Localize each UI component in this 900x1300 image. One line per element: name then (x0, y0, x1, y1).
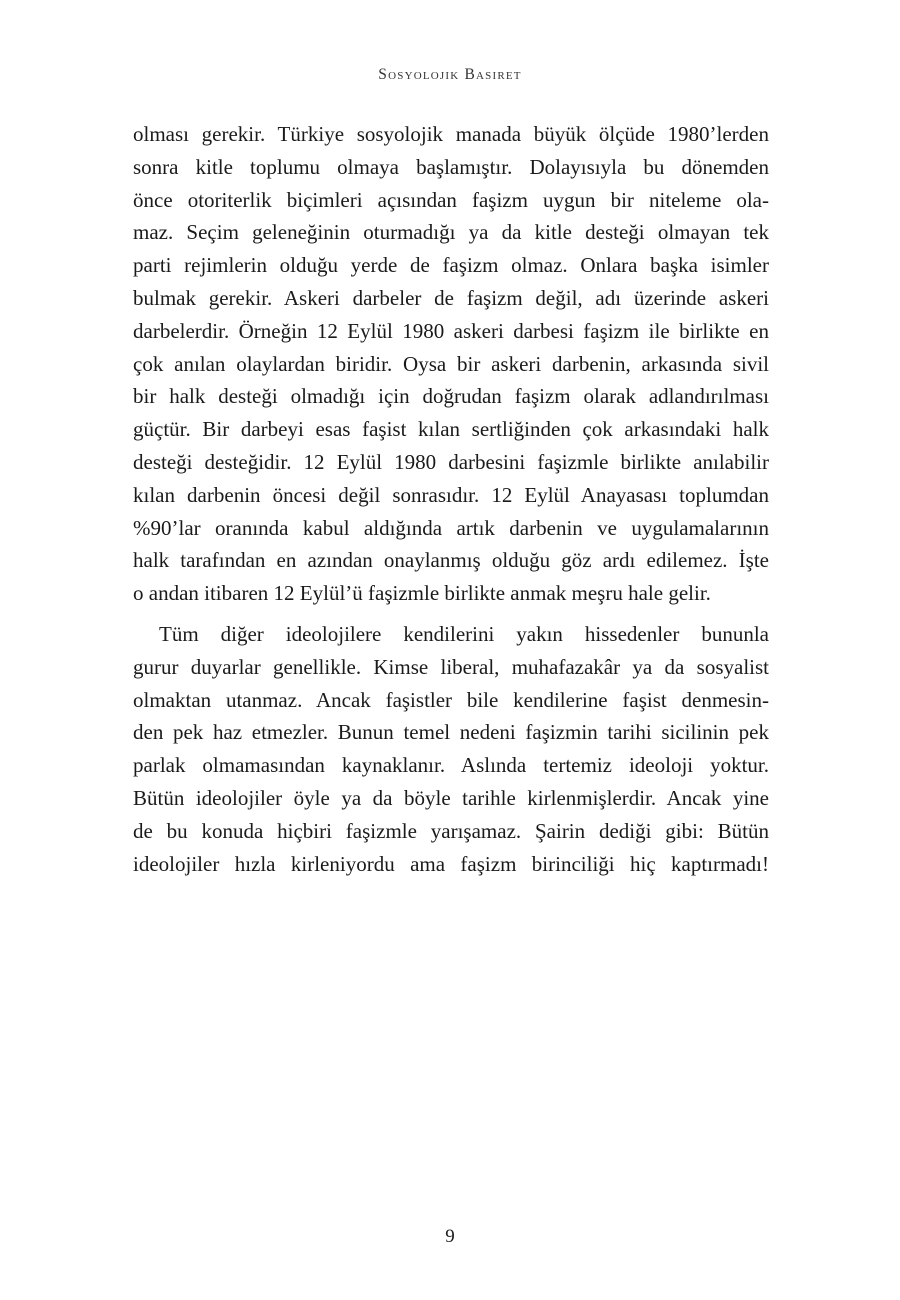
text-line: parti rejimlerin olduğu yerde de faşizm olmaz. Onlara başka isimler (133, 253, 769, 278)
text-line: %90’lar oranında kabul aldığında artık darbenin ve uygulamalarının (133, 515, 769, 540)
text-line: önce otoriterlik biçimleri açısından faşizm uygun bir niteleme ola- (133, 187, 769, 212)
text-line: den pek haz etmezler. Bunun temel nedeni faşizmin tarihi sicilinin pek (133, 720, 769, 745)
text-line: sonra kitle toplumu olmaya başlamıştır. Dolayısıyla bu dönemden (133, 154, 769, 179)
page-number: 9 (445, 1226, 455, 1247)
text-line: Tüm diğer ideolojilere kendilerini yakın hissedenler bununla (159, 621, 769, 646)
text-line: gurur duyarlar genellikle. Kimse liberal, muhafazakâr ya da sosyalist (133, 654, 769, 679)
text-line: çok anılan olaylardan biridir. Oysa bir askeri darbenin, arkasında sivil (133, 351, 769, 376)
text-line: Bütün ideolojiler öyle ya da böyle tarihle kirlenmişlerdir. Ancak yine (133, 785, 769, 810)
text-line: maz. Seçim geleneğinin oturmadığı ya da kitle desteği olmayan tek (133, 220, 769, 245)
text-line: olması gerekir. Türkiye sosyolojik manada büyük ölçüde 1980’lerden (133, 122, 769, 146)
text-line: halk tarafından en azından onaylanmış olduğu göz ardı edilemez. İşte (133, 548, 769, 573)
paragraph-1 (133, 118, 769, 610)
text-line: ideolojiler hızla kirleniyordu ama faşizm birinciliği hiç kaptırmadı! (133, 851, 769, 876)
text-line: parlak olmamasından kaynaklanır. Aslında tertemiz ideoloji yoktur. (133, 753, 769, 778)
paragraph-2 (133, 618, 769, 880)
text-line: desteği desteğidir. 12 Eylül 1980 darbesini faşizmle birlikte anılabilir (133, 449, 769, 474)
text-line: de bu konuda hiçbiri faşizmle yarışamaz. Şairin dediği gibi: Bütün (133, 818, 769, 843)
text-line: bulmak gerekir. Askeri darbeler de faşizm değil, adı üzerinde askeri (133, 285, 769, 310)
text-line: bir halk desteği olmadığı için doğrudan faşizm olarak adlandırılması (133, 384, 769, 409)
text-line: olmaktan utanmaz. Ancak faşistler bile kendilerine faşist denmesin- (133, 687, 769, 712)
text-line: darbelerdir. Örneğin 12 Eylül 1980 askeri darbesi faşizm ile birlikte en (133, 318, 769, 343)
running-header: Sosyolojik Basiret (378, 66, 522, 83)
text-line: o andan itibaren 12 Eylül’ü faşizmle birlikte anmak meşru hale gelir. (133, 581, 711, 606)
text-line: kılan darbenin öncesi değil sonrasıdır. 12 Eylül Anayasası toplumdan (133, 482, 769, 507)
body-text (133, 118, 769, 880)
text-line: güçtür. Bir darbeyi esas faşist kılan sertliğinden çok arkasındaki halk (133, 417, 769, 442)
